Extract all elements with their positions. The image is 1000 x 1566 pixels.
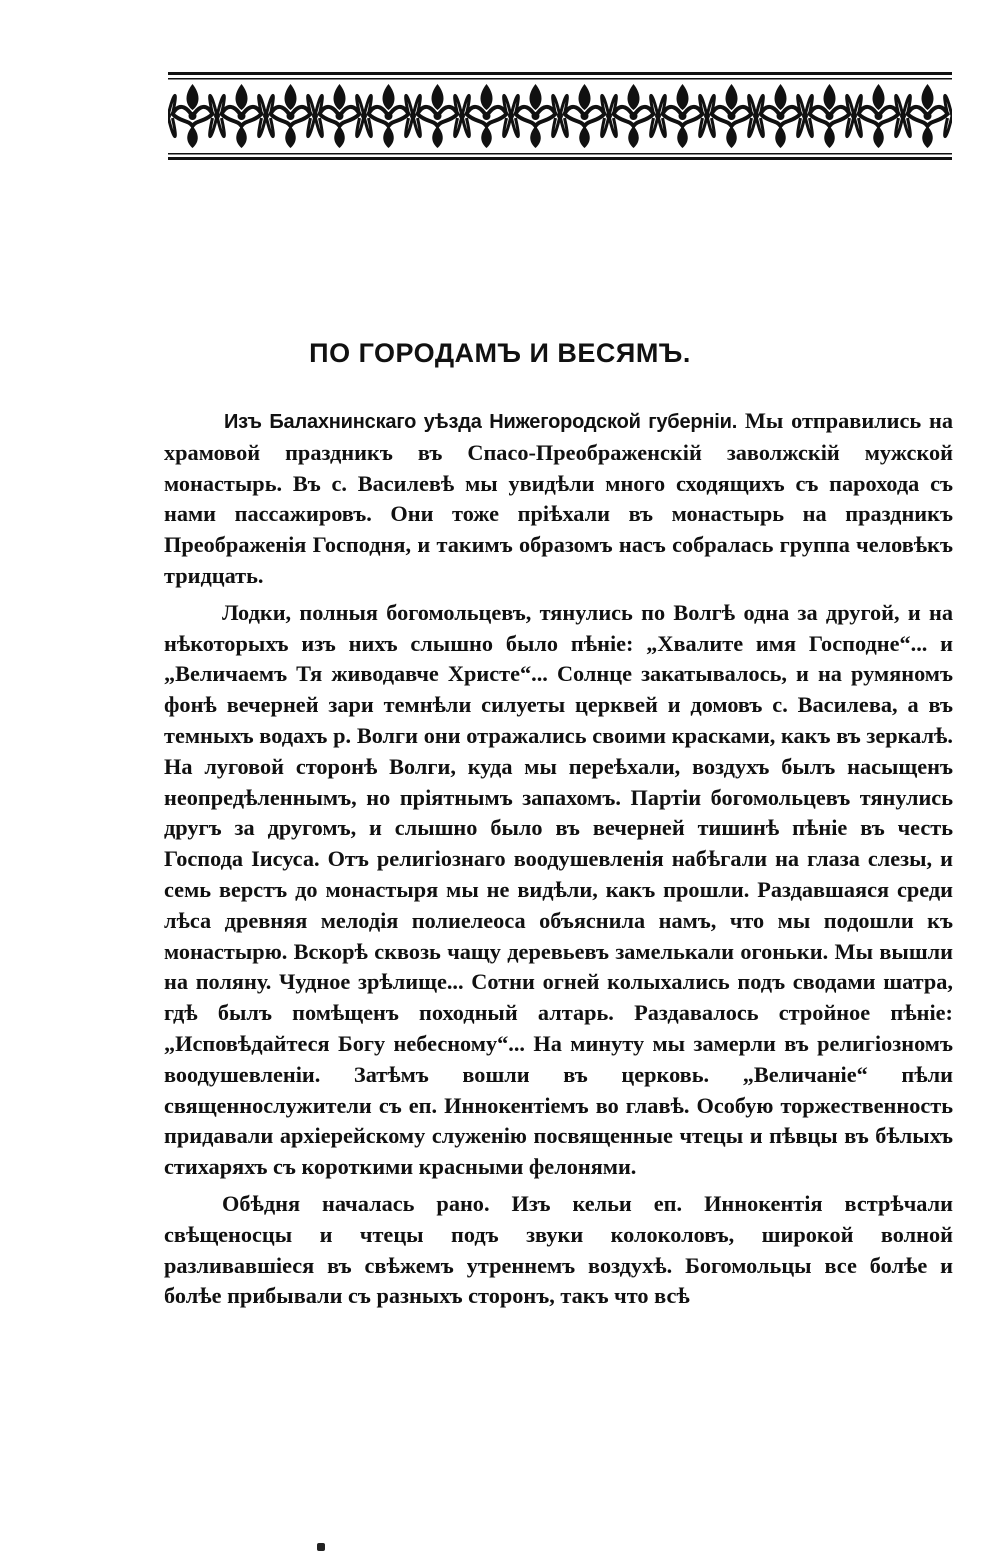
paragraph-1-lead: Изъ Балахнинскаго уѣзда Нижегородской губерніи. (224, 411, 738, 433)
ornament-pattern-icon (168, 70, 952, 162)
paragraph-1 (164, 406, 953, 592)
ornamental-header-border (168, 70, 952, 162)
article-body (164, 406, 953, 1318)
section-title: ПО ГОРОДАМЪ И ВЕСЯМЪ. (309, 338, 691, 368)
paragraph-2: Лодки, полныя богомольцевъ, тянулись по Волгѣ одна за другой, и на нѣкоторыхъ изъ нихъ слышно было пѣніе: „Хвалите имя Господне“... и „Величаемъ Тя живодавче Христе“... Солнце закатывалось, и на румяномъ фонѣ вечерней зари темнѣли силуеты церквей и домовъ с. Василева, а въ темныхъ водахъ р. Волги они отражались своими красками, какъ въ зеркалѣ. На луговой сторонѣ Волги, куда мы переѣхали, воздухъ былъ насыщенъ неопредѣленнымъ, но пріятнымъ запахомъ. Партіи богомольцевъ тянулись другъ за другомъ, и слышно было въ вечерней тишинѣ пѣніе въ честь Господа Іисуса. Отъ религіознаго воодушевленія набѣгали на глаза слезы, и семь верстъ до монастыря мы не видѣли, какъ прошли. Раздавшаяся среди лѣса древняя мелодія полиелеоса объяснила намъ, что мы подошли къ монастырю. Вскорѣ сквозь чащу деревьевъ замелькали огоньки. Мы вышли на поляну. Чудное зрѣлище... Сотни огней колыхались подъ сводами шатра, гдѣ былъ помѣщенъ походный алтарь. Раздавалось стройное пѣніе: „Исповѣдайтеся Богу небесному“... На минуту мы замерли въ религіозномъ воодушевленіи. Затѣмъ вошли въ церковь. „Величаніе“ пѣли священнослужители съ еп. Иннокентіемъ во главѣ. Особую торжественность придавали архіерейскому служенію посвященные чтецы и пѣвцы въ бѣлыхъ стихаряхъ съ короткими красными фелонями. (164, 599, 953, 1180)
ink-mark (317, 1543, 325, 1551)
paragraph-1-text: Мы отправились на храмовой праздникъ въ Спасо-Преображенскій заволжскій мужской монастырь. Въ с. Василевѣ мы увидѣли много сходящихъ съ парохода съ нами пассажировъ. Они тоже пріѣхали въ монастырь на праздникъ Преображенія Господня, и такимъ образомъ насъ собралась группа человѣкъ тридцать. (164, 408, 953, 588)
paragraph-3: Обѣдня началась рано. Изъ кельи еп. Иннокентія встрѣчали свѣщеносцы и чтецы подъ звуки колоколовъ, широкой волной разливавшіеся въ свѣжемъ утреннемъ воздухѣ. Богомольцы все болѣе и болѣе прибывали съ разныхъ сторонъ, такъ что всѣ (164, 1190, 953, 1309)
